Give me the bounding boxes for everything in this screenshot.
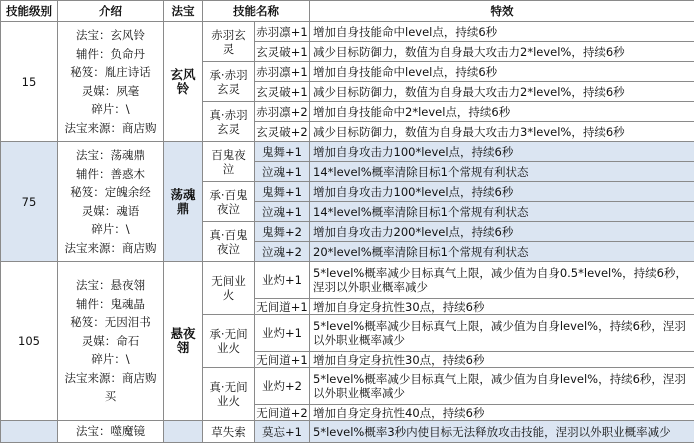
intro-line: 辅件：善惑木	[61, 165, 160, 184]
intro-line: 法宝：玄风铃	[61, 26, 160, 45]
sub-skill: 无间道+1	[255, 352, 310, 368]
level-cell	[1, 421, 58, 443]
sub-skill: 业灼+2	[255, 368, 310, 405]
effect-text: 增加自身攻击力100*level点，持续6秒	[310, 182, 694, 202]
skill-name: 承·赤羽玄灵	[203, 62, 255, 102]
header-skill-level: 技能级别	[1, 1, 58, 22]
skill-name: 百鬼夜泣	[203, 142, 255, 182]
effect-text: 5*level%概率3秒内使目标无法释放攻击技能，涅羽以外职业概率减少	[310, 421, 694, 443]
level-cell: 75	[1, 142, 58, 262]
effect-text: 增加自身攻击力100*level点，持续6秒	[310, 142, 694, 162]
intro-line: 秘笈：胤庄诗话	[61, 63, 160, 82]
effect-text: 增加自身攻击力200*level点，持续6秒	[310, 222, 694, 242]
intro-line: 法宝：悬夜翎	[61, 276, 160, 295]
table-row	[1, 421, 694, 443]
sub-skill: 赤羽凛+1	[255, 22, 310, 42]
skill-name: 真·百鬼夜泣	[203, 222, 255, 262]
effect-text: 增加自身定身抗性30点，持续6秒	[310, 352, 694, 368]
skill-name: 真·无间业火	[203, 368, 255, 421]
header-treasure: 法宝	[164, 1, 203, 22]
treasure-name: 悬夜翎	[164, 262, 203, 421]
effect-text: 5*level%概率减少目标真气上限，减少值为自身level%，持续6秒，涅羽以外职业概率减少	[310, 315, 694, 352]
sub-skill: 泣魂+2	[255, 242, 310, 262]
level-cell: 15	[1, 22, 58, 142]
sub-skill: 鬼舞+1	[255, 142, 310, 162]
table-row	[1, 22, 694, 42]
treasure-name: 荡魂鼎	[164, 142, 203, 262]
skill-name: 承·无间业火	[203, 315, 255, 368]
treasure-name	[164, 421, 203, 443]
intro-line: 法宝：噬魔镜	[61, 422, 160, 441]
effect-text: 减少目标防御力，数值为自身最大攻击力2*level%，持续6秒	[310, 82, 694, 102]
effect-text: 20*level%概率清除目标1个常规有利状态	[310, 242, 694, 262]
intro-line: 法宝来源：商店购	[61, 239, 160, 258]
table-row	[1, 262, 694, 299]
intro-line: 灵媒：魂语	[61, 202, 160, 221]
effect-text: 增加自身技能命中level点，持续6秒	[310, 62, 694, 82]
intro-line: 法宝：荡魂鼎	[61, 146, 160, 165]
sub-skill: 莫忘+1	[255, 421, 310, 443]
sub-skill: 业灼+1	[255, 315, 310, 352]
sub-skill: 鬼舞+1	[255, 182, 310, 202]
intro-line: 法宝来源：商店购	[61, 119, 160, 138]
intro-line: 灵媒：命石	[61, 332, 160, 351]
effect-text: 5*level%概率减少目标真气上限，减少值为自身0.5*level%，持续6秒，涅羽以外职业概率减少	[310, 262, 694, 299]
intro-line: 法宝来源：商店购买	[61, 369, 160, 406]
sub-skill: 玄灵破+1	[255, 42, 310, 62]
effect-text: 5*level%概率减少目标真气上限，减少值为自身level%，持续6秒，涅羽以外职业概率减少	[310, 368, 694, 405]
skill-name: 无间业火	[203, 262, 255, 315]
intro-line: 秘笈：定魄余经	[61, 183, 160, 202]
intro-cell	[58, 421, 164, 443]
effect-text: 14*level%概率清除目标1个常规有利状态	[310, 202, 694, 222]
sub-skill: 无间道+2	[255, 405, 310, 421]
table-row	[1, 142, 694, 162]
level-cell: 105	[1, 262, 58, 421]
skill-name: 草失索	[203, 421, 255, 443]
skill-name: 真·赤羽玄灵	[203, 102, 255, 142]
effect-text: 增加自身技能命中2*level点，持续6秒	[310, 102, 694, 122]
header-intro: 介绍	[58, 1, 164, 22]
intro-cell	[58, 142, 164, 262]
header-row	[1, 1, 694, 22]
sub-skill: 赤羽凛+1	[255, 62, 310, 82]
intro-cell	[58, 22, 164, 142]
sub-skill: 赤羽凛+2	[255, 102, 310, 122]
intro-line: 辅件：负命丹	[61, 45, 160, 64]
sub-skill: 鬼舞+2	[255, 222, 310, 242]
header-skill-name: 技能名称	[203, 1, 310, 22]
header-effect: 特效	[310, 1, 694, 22]
effect-text: 增加自身技能命中level点，持续6秒	[310, 22, 694, 42]
treasure-name: 玄风铃	[164, 22, 203, 142]
effect-text: 14*level%概率清除目标1个常规有利状态	[310, 162, 694, 182]
skill-name: 承·百鬼夜泣	[203, 182, 255, 222]
intro-cell	[58, 262, 164, 421]
sub-skill: 泣魂+1	[255, 202, 310, 222]
effect-text: 增加自身定身抗性30点，持续6秒	[310, 299, 694, 315]
intro-line: 碎片：\	[61, 220, 160, 239]
skill-name: 赤羽玄灵	[203, 22, 255, 62]
sub-skill: 玄灵破+1	[255, 82, 310, 102]
intro-line: 灵媒：夙毫	[61, 82, 160, 101]
sub-skill: 玄灵破+2	[255, 122, 310, 142]
sub-skill: 无间道+1	[255, 299, 310, 315]
intro-line: 碎片：\	[61, 100, 160, 119]
intro-line: 碎片：\	[61, 350, 160, 369]
effect-text: 减少目标防御力，数值为自身最大攻击力3*level%，持续6秒	[310, 122, 694, 142]
effect-text: 减少目标防御力，数值为自身最大攻击力2*level%，持续6秒	[310, 42, 694, 62]
effect-text: 增加自身定身抗性40点，持续6秒	[310, 405, 694, 421]
sub-skill: 泣魂+1	[255, 162, 310, 182]
sub-skill: 业灼+1	[255, 262, 310, 299]
intro-line: 辅件：鬼魂晶	[61, 295, 160, 314]
intro-line: 秘笈：无因泪书	[61, 313, 160, 332]
